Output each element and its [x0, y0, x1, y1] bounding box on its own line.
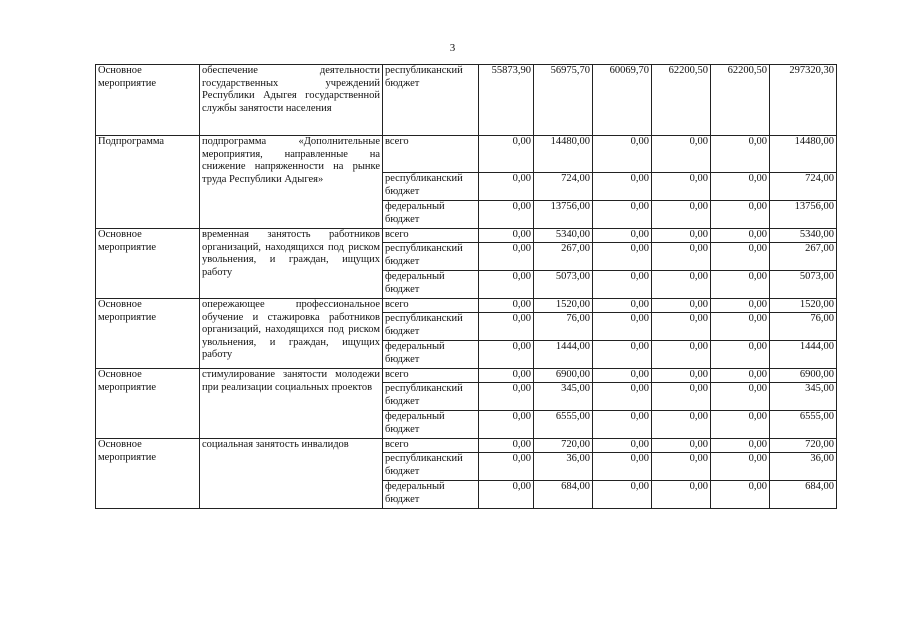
activity-description-cell: опережающее профессиональное обучение и стажировка работников организаций, находящихся под риском увольнения, и граждан, ищущих работу: [200, 299, 383, 369]
year-amount-cell: 0,00: [479, 439, 534, 453]
total-amount-cell: 345,00: [770, 383, 837, 411]
funding-source-cell: всего: [383, 439, 479, 453]
year-amount-cell: 0,00: [479, 453, 534, 481]
activity-type-cell: Основное мероприятие: [96, 369, 200, 439]
funding-source-cell: федеральный бюджет: [383, 271, 479, 299]
table-row: [96, 439, 837, 453]
total-amount-cell: 1520,00: [770, 299, 837, 313]
year-amount-cell: 0,00: [711, 173, 770, 201]
year-amount-cell: 0,00: [652, 439, 711, 453]
year-amount-cell: 0,00: [593, 299, 652, 313]
year-amount-cell: 0,00: [652, 383, 711, 411]
year-amount-cell: 0,00: [652, 369, 711, 383]
table-row: [96, 65, 837, 136]
year-amount-cell: 0,00: [652, 271, 711, 299]
year-amount-cell: 0,00: [652, 411, 711, 439]
page-number: 3: [449, 42, 456, 54]
funding-source-cell: федеральный бюджет: [383, 411, 479, 439]
funding-source-cell: федеральный бюджет: [383, 341, 479, 369]
year-amount-cell: 0,00: [652, 341, 711, 369]
year-amount-cell: 0,00: [711, 439, 770, 453]
year-amount-cell: 0,00: [479, 369, 534, 383]
year-amount-cell: 0,00: [593, 453, 652, 481]
year-amount-cell: 0,00: [479, 136, 534, 173]
total-amount-cell: 13756,00: [770, 201, 837, 229]
total-amount-cell: 267,00: [770, 243, 837, 271]
funding-source-cell: всего: [383, 369, 479, 383]
year-amount-cell: 0,00: [593, 136, 652, 173]
year-amount-cell: 0,00: [711, 369, 770, 383]
activity-type-cell: Основное мероприятие: [96, 299, 200, 369]
year-amount-cell: 0,00: [711, 481, 770, 509]
year-amount-cell: 0,00: [652, 136, 711, 173]
year-amount-cell: 62200,50: [711, 65, 770, 136]
year-amount-cell: 0,00: [711, 229, 770, 243]
year-amount-cell: 0,00: [652, 173, 711, 201]
year-amount-cell: 684,00: [534, 481, 593, 509]
funding-source-cell: республиканский бюджет: [383, 313, 479, 341]
year-amount-cell: 5340,00: [534, 229, 593, 243]
year-amount-cell: 0,00: [711, 243, 770, 271]
year-amount-cell: 0,00: [652, 243, 711, 271]
year-amount-cell: 6555,00: [534, 411, 593, 439]
year-amount-cell: 1520,00: [534, 299, 593, 313]
year-amount-cell: 0,00: [479, 229, 534, 243]
table-row: [96, 136, 837, 173]
year-amount-cell: 55873,90: [479, 65, 534, 136]
activity-description-cell: социальная занятость инвалидов: [200, 439, 383, 509]
year-amount-cell: 0,00: [593, 481, 652, 509]
year-amount-cell: 0,00: [711, 383, 770, 411]
funding-source-cell: республиканский бюджет: [383, 383, 479, 411]
year-amount-cell: 724,00: [534, 173, 593, 201]
total-amount-cell: 6900,00: [770, 369, 837, 383]
year-amount-cell: 0,00: [593, 173, 652, 201]
year-amount-cell: 0,00: [593, 313, 652, 341]
year-amount-cell: 345,00: [534, 383, 593, 411]
table-row: [96, 369, 837, 383]
total-amount-cell: 5340,00: [770, 229, 837, 243]
year-amount-cell: 0,00: [479, 341, 534, 369]
funding-source-cell: республиканский бюджет: [383, 243, 479, 271]
year-amount-cell: 0,00: [593, 201, 652, 229]
year-amount-cell: 1444,00: [534, 341, 593, 369]
year-amount-cell: 0,00: [652, 229, 711, 243]
funding-source-cell: республиканский бюджет: [383, 173, 479, 201]
total-amount-cell: 6555,00: [770, 411, 837, 439]
year-amount-cell: 0,00: [593, 229, 652, 243]
year-amount-cell: 0,00: [479, 299, 534, 313]
funding-source-cell: республиканский бюджет: [383, 453, 479, 481]
total-amount-cell: 1444,00: [770, 341, 837, 369]
year-amount-cell: 0,00: [711, 313, 770, 341]
activity-type-cell: Основное мероприятие: [96, 229, 200, 299]
year-amount-cell: 0,00: [479, 271, 534, 299]
year-amount-cell: 0,00: [593, 439, 652, 453]
year-amount-cell: 13756,00: [534, 201, 593, 229]
year-amount-cell: 0,00: [711, 271, 770, 299]
table-row: [96, 229, 837, 243]
funding-source-cell: республиканский бюджет: [383, 65, 479, 136]
year-amount-cell: 56975,70: [534, 65, 593, 136]
year-amount-cell: 62200,50: [652, 65, 711, 136]
activity-type-cell: Основное мероприятие: [96, 439, 200, 509]
year-amount-cell: 5073,00: [534, 271, 593, 299]
year-amount-cell: 0,00: [652, 313, 711, 341]
total-amount-cell: 297320,30: [770, 65, 837, 136]
year-amount-cell: 14480,00: [534, 136, 593, 173]
total-amount-cell: 14480,00: [770, 136, 837, 173]
year-amount-cell: 0,00: [711, 201, 770, 229]
year-amount-cell: 76,00: [534, 313, 593, 341]
activity-description-cell: стимулирование занятости молодежи при реализации социальных проектов: [200, 369, 383, 439]
funding-source-cell: всего: [383, 229, 479, 243]
activity-type-cell: Основное мероприятие: [96, 65, 200, 136]
year-amount-cell: 0,00: [652, 481, 711, 509]
activity-description-cell: подпрограмма «Дополнительные мероприятия, направленные на снижение напряженности на рынке труда Республики Адыгея»: [200, 136, 383, 229]
year-amount-cell: 0,00: [711, 411, 770, 439]
funding-source-cell: всего: [383, 136, 479, 173]
year-amount-cell: 0,00: [652, 201, 711, 229]
year-amount-cell: 0,00: [652, 299, 711, 313]
year-amount-cell: 0,00: [479, 481, 534, 509]
activity-description-cell: временная занятость работников организаций, находящихся под риском увольнения, и граждан, ищущих работу: [200, 229, 383, 299]
funding-source-cell: федеральный бюджет: [383, 481, 479, 509]
total-amount-cell: 5073,00: [770, 271, 837, 299]
year-amount-cell: 0,00: [479, 411, 534, 439]
year-amount-cell: 0,00: [593, 341, 652, 369]
year-amount-cell: 6900,00: [534, 369, 593, 383]
year-amount-cell: 267,00: [534, 243, 593, 271]
activity-type-cell: Подпрограмма: [96, 136, 200, 229]
year-amount-cell: 0,00: [593, 411, 652, 439]
year-amount-cell: 60069,70: [593, 65, 652, 136]
year-amount-cell: 0,00: [479, 383, 534, 411]
year-amount-cell: 0,00: [711, 136, 770, 173]
table-row: [96, 299, 837, 313]
budget-table: [95, 64, 837, 509]
year-amount-cell: 0,00: [652, 453, 711, 481]
total-amount-cell: 720,00: [770, 439, 837, 453]
year-amount-cell: 0,00: [711, 299, 770, 313]
total-amount-cell: 76,00: [770, 313, 837, 341]
funding-source-cell: федеральный бюджет: [383, 201, 479, 229]
year-amount-cell: 0,00: [479, 243, 534, 271]
year-amount-cell: 0,00: [711, 453, 770, 481]
year-amount-cell: 0,00: [479, 313, 534, 341]
total-amount-cell: 684,00: [770, 481, 837, 509]
funding-source-cell: всего: [383, 299, 479, 313]
year-amount-cell: 0,00: [593, 271, 652, 299]
year-amount-cell: 0,00: [593, 369, 652, 383]
year-amount-cell: 0,00: [711, 341, 770, 369]
year-amount-cell: 0,00: [479, 201, 534, 229]
year-amount-cell: 0,00: [593, 383, 652, 411]
total-amount-cell: 724,00: [770, 173, 837, 201]
year-amount-cell: 0,00: [593, 243, 652, 271]
year-amount-cell: 0,00: [479, 173, 534, 201]
total-amount-cell: 36,00: [770, 453, 837, 481]
year-amount-cell: 36,00: [534, 453, 593, 481]
year-amount-cell: 720,00: [534, 439, 593, 453]
activity-description-cell: обеспечение деятельности государственных учреждений Республики Адыгея государственной службы занятости населения: [200, 65, 383, 136]
